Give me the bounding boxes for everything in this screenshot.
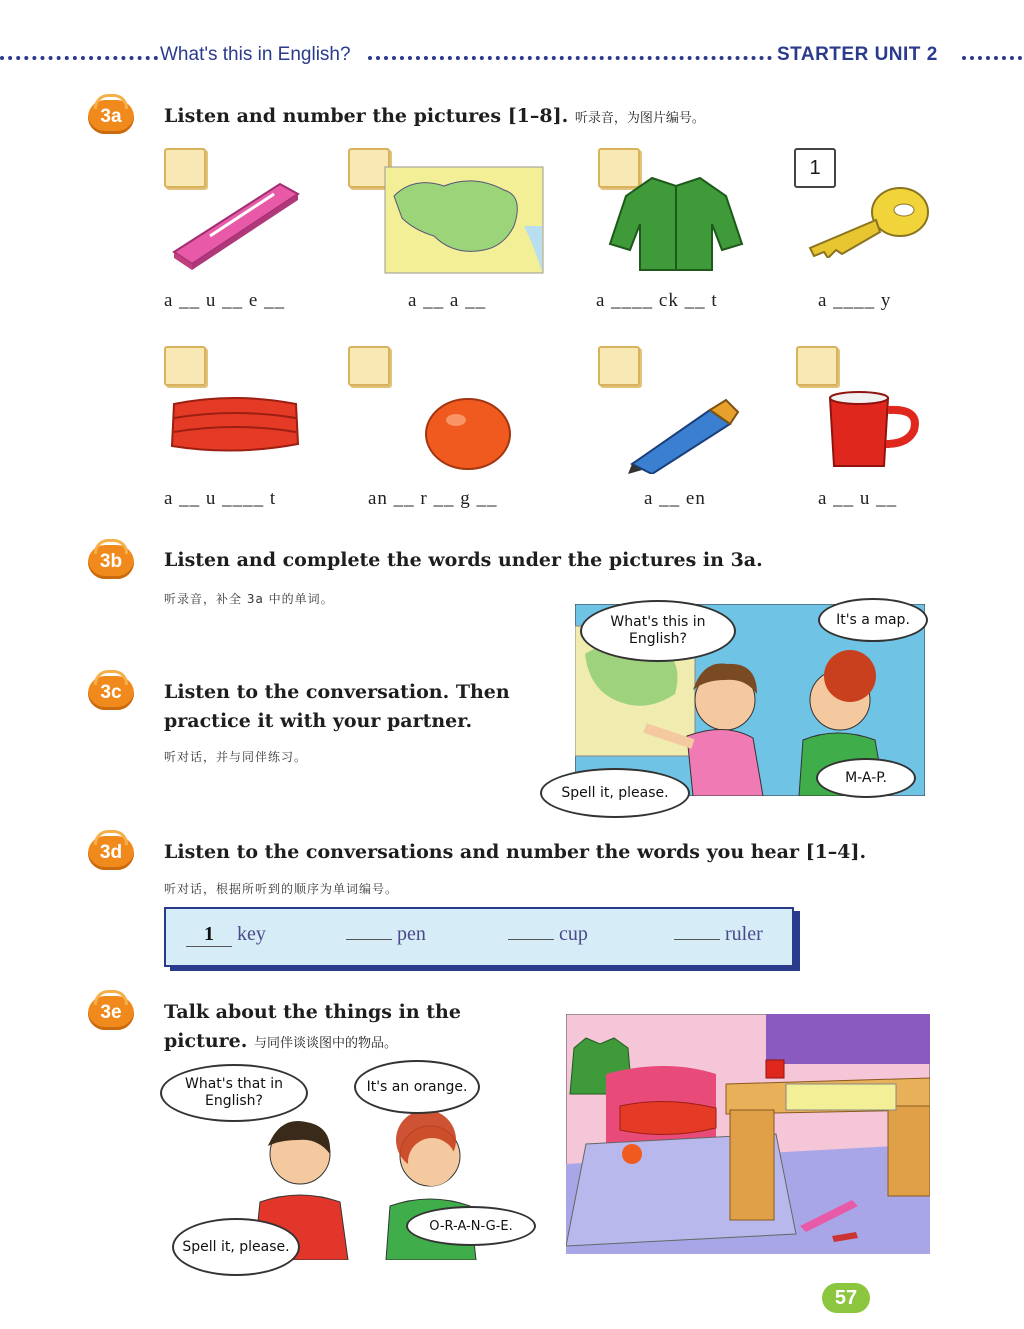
badge-3b: 3b (88, 545, 134, 579)
key-picture (806, 180, 932, 258)
quilt-picture (168, 394, 302, 456)
word-item-cup (508, 923, 588, 946)
ruler-picture (170, 176, 302, 272)
page-number: 57 (822, 1283, 870, 1313)
badge-3e: 3e (88, 996, 134, 1030)
instruction-3c-cn: 听对话，并与同伴练习。 (164, 750, 308, 764)
room-illustration (566, 1014, 930, 1254)
number-box-cup[interactable] (796, 346, 838, 386)
blanks-quilt: a __ u ____ t (164, 488, 277, 509)
header-dots-right (962, 56, 1022, 60)
bubble-whats-that: What's that in English? (160, 1064, 308, 1122)
number-box-key[interactable]: 1 (794, 148, 836, 188)
word-number-ruler[interactable] (674, 939, 720, 940)
word-label-pen: pen (397, 923, 426, 945)
word-order-bar (164, 907, 794, 967)
header-unit-title: What's this in English? (160, 44, 351, 65)
number-box-quilt[interactable] (164, 346, 206, 386)
instruction-3b-en: Listen and complete the words under the pictures in 3a. (164, 549, 763, 571)
pen-picture (626, 398, 740, 474)
bubble-whats-this: What's this in English? (580, 600, 736, 662)
number-box-pen[interactable] (598, 346, 640, 386)
word-label-cup: cup (559, 923, 588, 945)
badge-3c: 3c (88, 676, 134, 710)
map-picture (384, 166, 544, 274)
word-label-key: key (237, 923, 266, 945)
word-item-pen (346, 923, 426, 946)
instruction-3e-en-2: picture. (164, 1030, 248, 1052)
bubble-orange-spelling: O-R-A-N-G-E. (406, 1206, 536, 1246)
badge-3d: 3d (88, 836, 134, 870)
instruction-3a-en: Listen and number the pictures [1–8]. (164, 105, 569, 127)
bubble-its-a-map: It's a map. (818, 598, 928, 642)
bubble-map-spelling: M-A-P. (816, 758, 916, 798)
word-label-ruler: ruler (725, 923, 763, 945)
blanks-key: a ____ y (818, 290, 892, 311)
header-dots-left (0, 56, 158, 60)
blanks-orange: an __ r __ g __ (368, 488, 498, 509)
instruction-3c-en-2: practice it with your partner. (164, 710, 473, 732)
bubble-its-an-orange: It's an orange. (354, 1060, 480, 1114)
blanks-ruler: a __ u __ e __ (164, 290, 286, 311)
word-item-ruler (674, 923, 763, 946)
jacket-picture (608, 172, 744, 272)
blanks-map: a __ a __ (408, 290, 487, 311)
blanks-cup: a __ u __ (818, 488, 898, 509)
instruction-3e-en-1: Talk about the things in the (164, 1001, 461, 1023)
word-item-key (186, 923, 266, 947)
word-number-cup[interactable] (508, 939, 554, 940)
blanks-pen: a __ en (644, 488, 706, 509)
instruction-3a (164, 102, 705, 133)
word-number-key[interactable]: 1 (186, 923, 232, 947)
instruction-3c-en-1: Listen to the conversation. Then (164, 681, 510, 703)
cup-picture (824, 388, 922, 470)
instruction-3a-cn: 听录音，为图片编号。 (574, 111, 705, 126)
orange-picture (422, 394, 514, 470)
badge-3a: 3a (88, 100, 134, 134)
instruction-3d-en: Listen to the conversations and number the words you hear [1–4]. (164, 841, 867, 863)
header-unit-label: STARTER UNIT 2 (777, 44, 938, 65)
blanks-jacket: a ____ ck __ t (596, 290, 718, 311)
word-number-pen[interactable] (346, 939, 392, 940)
bubble-spell-it-please: Spell it, please. (172, 1218, 300, 1276)
instruction-3e-line-2 (164, 1027, 397, 1058)
instruction-3b-cn: 听录音，补全 3a 中的单词。 (164, 592, 334, 606)
instruction-3e-cn: 与同伴谈谈图中的物品。 (254, 1036, 398, 1051)
bubble-spell-it: Spell it, please. (540, 768, 690, 818)
number-box-orange[interactable] (348, 346, 390, 386)
header-dots-middle (368, 56, 772, 60)
instruction-3d-cn: 听对话，根据所听到的顺序为单词编号。 (164, 882, 399, 896)
